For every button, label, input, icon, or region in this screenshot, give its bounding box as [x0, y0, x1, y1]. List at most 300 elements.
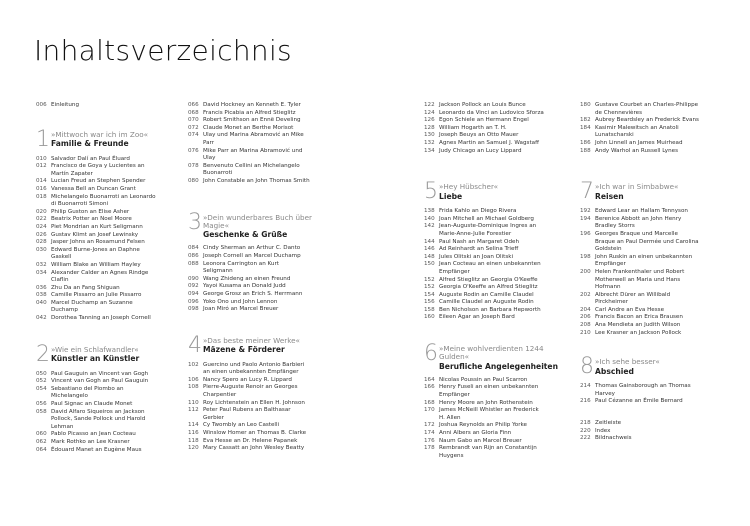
toc-entry[interactable]: [188, 291, 338, 299]
toc-entry[interactable]: [36, 386, 176, 394]
entry-title: Michelangelo Buonarroti an Leonardo: [51, 193, 156, 200]
toc-entry[interactable]: [188, 140, 338, 148]
toc-entry[interactable]: [580, 254, 730, 262]
entry-title: Claude Monet an Berthe Morisot: [203, 124, 294, 131]
section-subtitle: Künstler an Künstler: [51, 354, 140, 364]
toc-entry[interactable]: [36, 315, 176, 323]
toc-entry[interactable]: [580, 148, 730, 156]
section-number: 5: [424, 179, 438, 205]
entry-title: Ana Mendieta an Judith Wilson: [595, 322, 681, 329]
page-number: [580, 246, 595, 254]
entry-title: Gerbier: [203, 414, 224, 421]
toc-entry[interactable]: [36, 163, 176, 171]
toc-entry[interactable]: [580, 398, 730, 406]
toc-entry[interactable]: [580, 216, 730, 224]
toc-entry[interactable]: [580, 231, 730, 239]
toc-entry-list: [424, 377, 574, 461]
toc-entry[interactable]: [580, 117, 730, 125]
entry-title: Kasimir Malewitsch an Anatoli: [595, 124, 679, 131]
page-number: 020: [36, 208, 47, 215]
page-number: [580, 223, 595, 231]
page-number: 022: [36, 216, 47, 223]
entry-title: John Ruskin an einen unbekannten: [595, 253, 693, 260]
section-subtitle: Mäzene & Förderer: [203, 345, 285, 355]
toc-entry[interactable]: [424, 239, 574, 247]
page-number: 132: [424, 139, 435, 146]
entry-title: Wang Zhideng an einen Freund: [203, 275, 291, 282]
toc-entry[interactable]: [188, 392, 338, 400]
toc-entry[interactable]: [424, 132, 574, 140]
toc-entry[interactable]: [36, 378, 176, 386]
toc-entry[interactable]: [36, 201, 176, 209]
page-number: [580, 284, 595, 292]
page-number: 070: [188, 117, 199, 124]
page-number: 102: [188, 361, 199, 368]
toc-entry[interactable]: [580, 208, 730, 216]
toc-entry[interactable]: [188, 415, 338, 423]
toc-entry[interactable]: [188, 400, 338, 408]
entry-title: John Linnell an James Muirhead: [595, 139, 683, 146]
toc-entry[interactable]: [36, 224, 176, 232]
toc-entry[interactable]: [36, 254, 176, 262]
toc-entry[interactable]: [424, 254, 574, 262]
page-number: [36, 277, 51, 285]
toc-entry[interactable]: [188, 299, 338, 307]
toc-entry[interactable]: [36, 277, 176, 285]
page-number: 118: [188, 437, 199, 444]
toc-entry[interactable]: [580, 125, 730, 133]
toc-entry[interactable]: [424, 117, 574, 125]
entry-title: Nicolas Poussin an Paul Scarron: [439, 376, 528, 383]
toc-entry[interactable]: [424, 307, 574, 315]
toc-entry[interactable]: [424, 125, 574, 133]
toc-entry[interactable]: [188, 148, 338, 156]
page-number: 034: [36, 269, 47, 276]
page-number: 040: [36, 299, 47, 306]
entry-title: Frida Kahlo an Diego Rivera: [439, 208, 517, 215]
section-quote: »Ich war in Simbabwe«: [595, 182, 679, 192]
toc-entry-list: [36, 156, 176, 323]
entry-title: Agnes Martin an Samuel J. Wagstaff: [439, 139, 539, 146]
page-number: 208: [580, 322, 591, 329]
toc-entry[interactable]: [424, 140, 574, 148]
entry-title: Jasper Johns an Rosamund Felsen: [51, 239, 145, 246]
toc-entry[interactable]: [580, 314, 730, 322]
toc-entry[interactable]: [188, 422, 338, 430]
toc-entry[interactable]: [188, 369, 338, 377]
page-number: 122: [424, 102, 435, 108]
toc-entry-list: [580, 102, 730, 155]
entry-title: Egon Schiele an Hermann Engel: [439, 117, 529, 124]
page-number: [580, 391, 595, 399]
page-number: 114: [188, 422, 199, 429]
entry-title: Paul Nash an Margaret Odeh: [439, 238, 519, 245]
entry-title: Camille Claudel an Auguste Rodin: [439, 299, 534, 306]
toc-entry[interactable]: [36, 247, 176, 255]
section-number: 6: [424, 341, 438, 367]
toc-entry[interactable]: [424, 292, 574, 300]
toc-entry[interactable]: [36, 371, 176, 379]
entry-title: di Buonarroti Simoni: [51, 201, 109, 208]
page-number: 076: [188, 147, 199, 154]
entry-title: Thomas Gainsborough an Thomas: [595, 383, 691, 390]
toc-entry[interactable]: [36, 186, 176, 194]
page-number: 028: [36, 239, 47, 246]
page-number: 134: [424, 147, 435, 154]
toc-entry[interactable]: [36, 209, 176, 217]
page-number: [580, 277, 595, 285]
entry-title: Edward Lear an Hallam Tennyson: [595, 208, 688, 215]
toc-entry[interactable]: [36, 156, 176, 164]
entry-title: William Hogarth an T. H.: [439, 124, 507, 131]
toc-entry[interactable]: [580, 246, 730, 254]
page-number: 110: [188, 399, 199, 406]
page-number: 186: [580, 139, 591, 146]
section-number: 1: [36, 126, 50, 152]
toc-entry[interactable]: [188, 268, 338, 276]
toc-entry[interactable]: [36, 431, 176, 439]
toc-entry[interactable]: [188, 163, 338, 171]
entry-title: Michelangelo: [51, 393, 88, 400]
page-number: 210: [580, 329, 591, 336]
entry-title: Judy Chicago an Lucy Lippard: [439, 147, 522, 154]
toc-entry[interactable]: [580, 223, 730, 231]
toc-entry[interactable]: [188, 445, 338, 453]
toc-entry[interactable]: [188, 117, 338, 125]
toc-entry[interactable]: [424, 223, 574, 231]
toc-entry[interactable]: [580, 102, 730, 110]
entry-title: Lucian Freud an Stephen Spender: [51, 178, 146, 185]
toc-entry[interactable]: [424, 445, 574, 453]
toc-entry[interactable]: [424, 377, 574, 385]
toc-entry[interactable]: [188, 170, 338, 178]
toc-entry[interactable]: [36, 439, 176, 447]
toc-entry[interactable]: [424, 216, 574, 224]
page-number: [36, 307, 51, 315]
entry-title: Parr: [203, 139, 215, 146]
entry-title: Albrecht Dürer an Willibald: [595, 291, 671, 298]
toc-entry[interactable]: [36, 292, 176, 300]
entry-title: Harvey: [595, 390, 615, 397]
entry-title: H. Allen: [439, 414, 461, 421]
toc-entry[interactable]: [580, 277, 730, 285]
page-number: 152: [424, 284, 435, 291]
toc-entry[interactable]: [580, 110, 730, 118]
page-number: 194: [580, 215, 591, 222]
entry-title: Nancy Spero an Lucy R. Lippard: [203, 376, 292, 383]
toc-entry[interactable]: [188, 245, 338, 253]
section-7-header: [580, 179, 730, 205]
page-number: 060: [36, 431, 47, 438]
page-number: 116: [188, 430, 199, 437]
page-number: 170: [424, 407, 435, 414]
entry-title: Seligmann: [203, 268, 233, 275]
toc-entry[interactable]: [424, 277, 574, 285]
page-number: 158: [424, 306, 435, 313]
toc-entry[interactable]: [424, 384, 574, 392]
toc-entry[interactable]: [424, 269, 574, 277]
page-number: 164: [424, 376, 435, 383]
entry-title: Francisco de Goya y Lucientes an: [51, 163, 145, 170]
toc-entry[interactable]: [36, 216, 176, 224]
toc-column-4: [580, 102, 730, 443]
toc-entry[interactable]: [580, 269, 730, 277]
toc-entry[interactable]: [424, 246, 574, 254]
toc-entry[interactable]: [424, 299, 574, 307]
page-number: 016: [36, 185, 47, 192]
entry-title: Henry Fuseli an einen unbekannten: [439, 384, 539, 391]
toc-entry[interactable]: [188, 362, 338, 370]
page-number: 068: [188, 109, 199, 116]
page-number: [36, 424, 51, 432]
entry-title: Empfänger: [439, 392, 470, 399]
page-number: 074: [188, 132, 199, 139]
section-subtitle: Familie & Freunde: [51, 139, 129, 148]
entry-title: Alexander Calder an Agnes Rindge: [51, 269, 149, 276]
toc-entry[interactable]: [424, 261, 574, 269]
page-number: 090: [188, 275, 199, 282]
toc-entry[interactable]: [36, 262, 176, 270]
entry-title: Gustave Courbet an Charles-Philippe: [595, 102, 699, 108]
page-number: 084: [188, 245, 199, 252]
entry-title: William Blake an William Hayley: [51, 261, 141, 268]
toc-entry[interactable]: [424, 231, 574, 239]
toc-entry[interactable]: [424, 407, 574, 415]
toc-entry[interactable]: [188, 438, 338, 446]
entry-title: Buonarroti: [203, 170, 233, 177]
page-number: 206: [580, 314, 591, 321]
toc-entry[interactable]: [424, 453, 574, 461]
toc-entry[interactable]: [36, 424, 176, 432]
toc-column-3: [424, 102, 574, 460]
toc-entry[interactable]: [188, 155, 338, 163]
toc-entry[interactable]: [36, 307, 176, 315]
toc-entry[interactable]: [580, 383, 730, 391]
page-number: 128: [424, 124, 435, 131]
entry-title: Martín Zapater: [51, 170, 93, 177]
page-number: 052: [36, 378, 47, 385]
page-number: [580, 239, 595, 247]
toc-entry[interactable]: [188, 407, 338, 415]
entry-title: Hofmann: [595, 284, 621, 291]
entry-title: Mike Parr an Marina Abramović und: [203, 147, 303, 154]
page-number: 126: [424, 117, 435, 124]
entry-title: Camille Pissarro an Julie Pissarro: [51, 292, 142, 299]
toc-entry[interactable]: [188, 430, 338, 438]
entry-title: Lee Krasner an Jackson Pollock: [595, 329, 682, 336]
entry-title: Marie-Anne-Julie Forestier: [439, 230, 512, 237]
toc-entry[interactable]: [424, 314, 574, 322]
entry-title: Marcel Duchamp an Suzanne: [51, 299, 133, 306]
page-number: 062: [36, 439, 47, 445]
page-number: 024: [36, 223, 47, 230]
page-number: [424, 269, 439, 277]
toc-entry-list: [424, 208, 574, 322]
page-number: 106: [188, 376, 199, 383]
toc-entry[interactable]: [424, 284, 574, 292]
toc-entry[interactable]: [36, 178, 176, 186]
page-number: 078: [188, 162, 199, 169]
toc-entry[interactable]: [36, 232, 176, 240]
toc-entry[interactable]: [188, 306, 338, 314]
toc-entry[interactable]: [580, 330, 730, 338]
entry-title: Sebastiano del Piombo an: [51, 385, 124, 392]
toc-entry[interactable]: [36, 300, 176, 308]
page-number: 160: [424, 314, 435, 321]
entry-title: Gaskell: [51, 254, 72, 261]
entry-title: Mark Rothko an Lee Krasner: [51, 439, 130, 445]
toc-entry[interactable]: [580, 292, 730, 300]
entry-title: Ad Reinhardt an Selina Trieff: [439, 246, 519, 253]
page-number: 148: [424, 253, 435, 260]
toc-entry[interactable]: [188, 253, 338, 261]
toc-entry[interactable]: [188, 283, 338, 291]
entry-title: Claflin: [51, 277, 69, 284]
entry-title: Georgia O'Keeffe an Alfred Stieglitz: [439, 284, 538, 291]
page-number: 146: [424, 246, 435, 253]
toc-entry[interactable]: [36, 239, 176, 247]
entry-title: George Grosz an Erich S. Herrmann: [203, 290, 303, 297]
toc-entry[interactable]: [424, 415, 574, 423]
toc-entry[interactable]: [580, 140, 730, 148]
toc-entry[interactable]: [188, 102, 338, 110]
page-number: 072: [188, 124, 199, 131]
entry-title: Anni Albers an Gloria Finn: [439, 430, 512, 437]
page-title: Inhaltsverzeichnis: [34, 34, 292, 67]
toc-entry[interactable]: [424, 110, 574, 118]
toc-entry[interactable]: [36, 416, 176, 424]
page-number: 056: [36, 401, 47, 408]
page-number: 180: [580, 102, 591, 108]
page-number: 006: [36, 102, 47, 108]
entry-title: Gustav Klimt an Josef Lewinsky: [51, 231, 139, 238]
toc-entry[interactable]: [580, 132, 730, 140]
section-subtitle: Berufliche Angelegenheiten: [439, 361, 558, 371]
toc-entry[interactable]: [36, 393, 176, 401]
page-number: 086: [188, 252, 199, 259]
page-number: 220: [580, 427, 591, 434]
page-number: 092: [188, 283, 199, 290]
entry-title: Pollock, Sande Pollock und Harold: [51, 416, 146, 423]
page-number: 200: [580, 268, 591, 275]
toc-entry[interactable]: [424, 148, 574, 156]
toc-entry[interactable]: [424, 392, 574, 400]
page-number: 014: [36, 178, 47, 185]
page-number: 172: [424, 422, 435, 429]
page-number: 188: [580, 147, 591, 154]
toc-entry[interactable]: [36, 171, 176, 179]
toc-entry[interactable]: [424, 102, 574, 110]
toc-entry[interactable]: [424, 208, 574, 216]
toc-entry[interactable]: [36, 447, 176, 455]
page-number: 140: [424, 215, 435, 222]
entry-title: Winslow Homer an Thomas B. Clarke: [203, 430, 307, 437]
section-subtitle: Reisen: [595, 191, 624, 201]
entry-title: Yoko Ono und John Lennon: [203, 298, 278, 305]
toc-entry[interactable]: [188, 261, 338, 269]
toc-entry[interactable]: [580, 239, 730, 247]
entry-title: Ulay und Marina Abramović an Mike: [203, 132, 304, 139]
toc-entry[interactable]: [36, 409, 176, 417]
toc-entry-intro[interactable]: [36, 102, 176, 110]
entry-title: Guercino und Paolo Antonio Barbieri: [203, 361, 305, 368]
section-quote: »Wie ein Schlafwandler«: [51, 344, 139, 354]
entry-title: an einen unbekannten Empfänger: [203, 369, 299, 376]
entry-title: Bradley Storrs: [595, 223, 635, 230]
toc-entry[interactable]: [580, 299, 730, 307]
page-number: 098: [188, 306, 199, 313]
toc-entry[interactable]: [188, 132, 338, 140]
entry-title: David Alfaro Siqueiros an Jackson: [51, 408, 145, 415]
page-number: 112: [188, 407, 199, 414]
page-number: [36, 171, 51, 179]
toc-entry[interactable]: [580, 307, 730, 315]
toc-entry[interactable]: [36, 285, 176, 293]
page-number: [188, 140, 203, 148]
entry-title: Naum Gabo an Marcel Breuer: [439, 437, 522, 444]
toc-entry[interactable]: [424, 430, 574, 438]
toc-entry[interactable]: [188, 110, 338, 118]
entry-title: Lehman: [51, 423, 74, 430]
toc-entry[interactable]: [424, 422, 574, 430]
toc-column-2: [188, 102, 338, 453]
section-quote: »Hey Hübscher«: [439, 182, 499, 192]
toc-entry[interactable]: [188, 377, 338, 385]
entry-title: Auguste Rodin an Camille Claudel: [439, 291, 534, 298]
entry-title: Edward Burne-Jones an Daphne: [51, 246, 140, 253]
toc-entry[interactable]: [424, 400, 574, 408]
section-1-header: [36, 126, 176, 152]
toc-entry[interactable]: [580, 261, 730, 269]
page-number: 130: [424, 132, 435, 139]
entry-title: Piet Mondrian an Kurt Seligmann: [51, 223, 143, 230]
toc-entry[interactable]: [580, 420, 730, 428]
page-number: 204: [580, 306, 591, 313]
toc-entry[interactable]: [580, 428, 730, 436]
entry-title: Joshua Reynolds an Philip Yorke: [439, 422, 527, 429]
toc-entry[interactable]: [580, 435, 730, 443]
toc-entry[interactable]: [188, 384, 338, 392]
page-number: 064: [36, 446, 47, 453]
page-number: 120: [188, 445, 199, 452]
toc-entry[interactable]: [188, 276, 338, 284]
entry-title: Peter Paul Rubens an Balthasar: [203, 407, 291, 414]
toc-entry[interactable]: [36, 194, 176, 202]
toc-entry[interactable]: [36, 401, 176, 409]
entry-title: Paul Gauguin an Vincent van Gogh: [51, 370, 149, 377]
toc-entry[interactable]: [580, 284, 730, 292]
toc-entry[interactable]: [580, 322, 730, 330]
toc-entry[interactable]: [188, 178, 338, 186]
entry-title: Rembrandt van Rijn an Constantijn: [439, 445, 537, 452]
page-number: 144: [424, 238, 435, 245]
entry-title: Jackson Pollock an Louis Bunce: [439, 102, 526, 108]
entry-title: Index: [595, 427, 611, 434]
entry-title: Empfänger: [439, 268, 470, 275]
entry-title: de Chennevières: [595, 109, 643, 116]
entry-title: Paul Cézanne an Émile Bernard: [595, 398, 683, 405]
toc-entry[interactable]: [424, 438, 574, 446]
entry-title: Goldstein: [595, 246, 622, 253]
entry-title: David Hockney an Kenneth E. Tyler: [203, 102, 301, 108]
entry-title: Francis Bacon an Erica Brausen: [595, 314, 683, 321]
toc-entry[interactable]: [36, 270, 176, 278]
entry-title: Jules Olitski an Joan Olitski: [439, 253, 514, 260]
entry-title: Pirckheimer: [595, 299, 629, 306]
entry-title: Huygens: [439, 452, 464, 459]
page-number: 216: [580, 398, 591, 405]
page-number: [188, 268, 203, 276]
